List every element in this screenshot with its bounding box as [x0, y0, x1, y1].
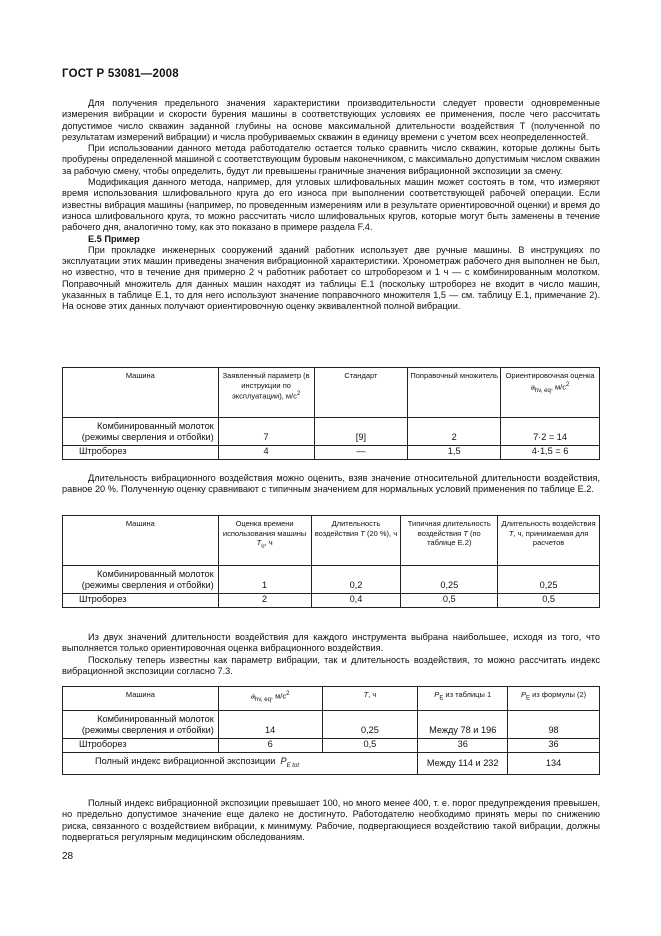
table-2-header: Длительность воздействия T (20 %), ч: [311, 516, 401, 566]
table-row: Комбинированный молоток (режимы сверления и отбойки) 1 0,2 0,25 0,25: [63, 566, 600, 594]
paragraph-4: При прокладке инженерных сооружений зданий работник использует две ручные машины. В инструкциях по эксплуатации этих машин приведены значения вибрационной характеристики. Хронометраж рабочего дня выполнен не был, но известно, что в течение дня примерно 2 ч работник работает со штроборезом и 1 ч — с комбинированным молотком. Поправочный множитель для данных машин находят из таблицы Е.1 (поскольку штроборез не входит в число машин, указанных в таблице Е.1, то для него используют значение поправочного множителя 1,5 — см. таблицу Е.1, примечание 2). На основе этих данных получают ориентировочную оценку эквивалентной полной вибрации.: [62, 244, 600, 312]
table-row: Штроборез 4 — 1,5 4·1,5 = 6: [63, 446, 600, 460]
total-row: [63, 753, 600, 775]
table-3-header: $P_E$ из таблицы 1: [418, 687, 508, 711]
paragraph-7: Поскольку теперь известны как параметр вибрации, так и длительность воздействия, то можно рассчитать индекс вибрационной экспозиции согласно 7.3.: [62, 654, 600, 676]
text-block-3: [62, 632, 600, 677]
table-3: [62, 686, 600, 775]
table-row: Штроборез 6 0,5 36 36: [63, 739, 600, 753]
table-3-header: $P_E$ из формулы (2): [508, 687, 600, 711]
table-1: [62, 367, 600, 460]
paragraph-3: Модификация данного метода, например, для угловых шлифовальных машин может состоять в том, что измеряют время использования шлифовального круга до его износа при выполнении соответствующей рабочей операции. Если известны вибрация машины (например, по проведенным измерениям или в результате ориентировочной оценки) и время до износа шлифовального круга, то можно рассчитать число шлифовальных кругов, которые могут быть заменены в течение рабочего дня, аналогично тому, как это показано в примере раздела F.4.: [62, 177, 600, 233]
table-1-header: Поправочный множитель: [408, 368, 501, 418]
text-block-4: [62, 798, 600, 843]
table-2-header: Машина: [63, 516, 219, 566]
section-heading: Е.5 Пример: [88, 233, 140, 244]
total-label: Полный индекс вибрационной экспозиции: [95, 755, 276, 766]
table-3-header: $a_{hv, eq}$, $м/с^2$: [218, 687, 322, 711]
text-block-2: [62, 473, 600, 496]
table-3-header: T, ч: [322, 687, 418, 711]
page-number: 28: [62, 851, 74, 862]
table-1-header: Заявленный параметр (в инструкции по эксплуатации), $м/с^2$: [218, 368, 314, 418]
table-1-header: Стандарт: [314, 368, 408, 418]
paragraph-8: Полный индекс вибрационной экспозиции превышает 100, но много менее 400, т. е. порог предупреждения превышен, но предельно допустимое значение еще далеко не достигнуто. Работодателю необходимо принять меры по снижению риска, связанного с воздействием вибрации, к минимуму. Рабочие, подвергающиеся воздействию такой вибрации, должны подвергаться регулярным медицинским обследованиям.: [62, 798, 600, 842]
table-3-header: Машина: [63, 687, 219, 711]
paragraph-2: При использовании данного метода работодателю остается только сравнить число скважин, которые должны быть пробурены определенной машиной с соответствующим буровым наконечником, с максимально допустимым числом скважин за рабочую смену, чтобы определить, будут ли превышены граничные значения вибрационной экспозиции за смену.: [62, 143, 600, 176]
table-row: Комбинированный молоток (режимы сверления и отбойки) 7 [9] 2 7·2 = 14: [63, 418, 600, 446]
table-row: Комбинированный молоток (режимы сверления и отбойки) 14 0,25 Между 78 и 196 98: [63, 711, 600, 739]
total-range: Между 114 и 232: [418, 753, 508, 775]
table-2-header: Типичная длительность воздействия T (по таблице Е.2): [401, 516, 498, 566]
paragraph-5: Длительность вибрационного воздействия можно оценить, взяв значение относительной длительности воздействия, равное 20 %. Полученную оценку сравнивают с типичным значением для нормальных условий применения по таблице Е.2.: [62, 473, 600, 495]
total-symbol: $P_{E tot}$: [277, 755, 299, 769]
table-2: [62, 515, 600, 608]
paragraph-6: Из двух значений длительности воздействия для каждого инструмента выбрана наибольшее, исходя из того, что выполняется только ориентировочная оценка вибрационного воздействия.: [62, 632, 600, 654]
text-block-1: [62, 98, 600, 313]
document-header: ГОСТ Р 53081—2008: [62, 68, 179, 80]
table-1-header: Машина: [63, 368, 219, 418]
table-2-header: Оценка времени использования машины $T_u$, ч: [218, 516, 311, 566]
total-value: 134: [508, 753, 600, 775]
paragraph-1: Для получения предельного значения характеристики производительности следует провести одновременные измерения вибрации и скорости бурения машины в соответствующих условиях ее применения, после чего рассчитать допустимое число скважин заданной глубины на основе максимальной длительности воздействия T (полученной по результатам измерений вибрации) и числа пробуриваемых скважин в единицу времени с учетом всех неопределенностей.: [62, 98, 600, 142]
table-1-header: Ориентировочная оценка $a_{hv, eq}$, $м/с^2$: [501, 368, 600, 418]
table-row: Штроборез 2 0,4 0,5 0,5: [63, 594, 600, 608]
table-2-header: Длительность воздействия T, ч, принимаемая для расчетов: [498, 516, 600, 566]
